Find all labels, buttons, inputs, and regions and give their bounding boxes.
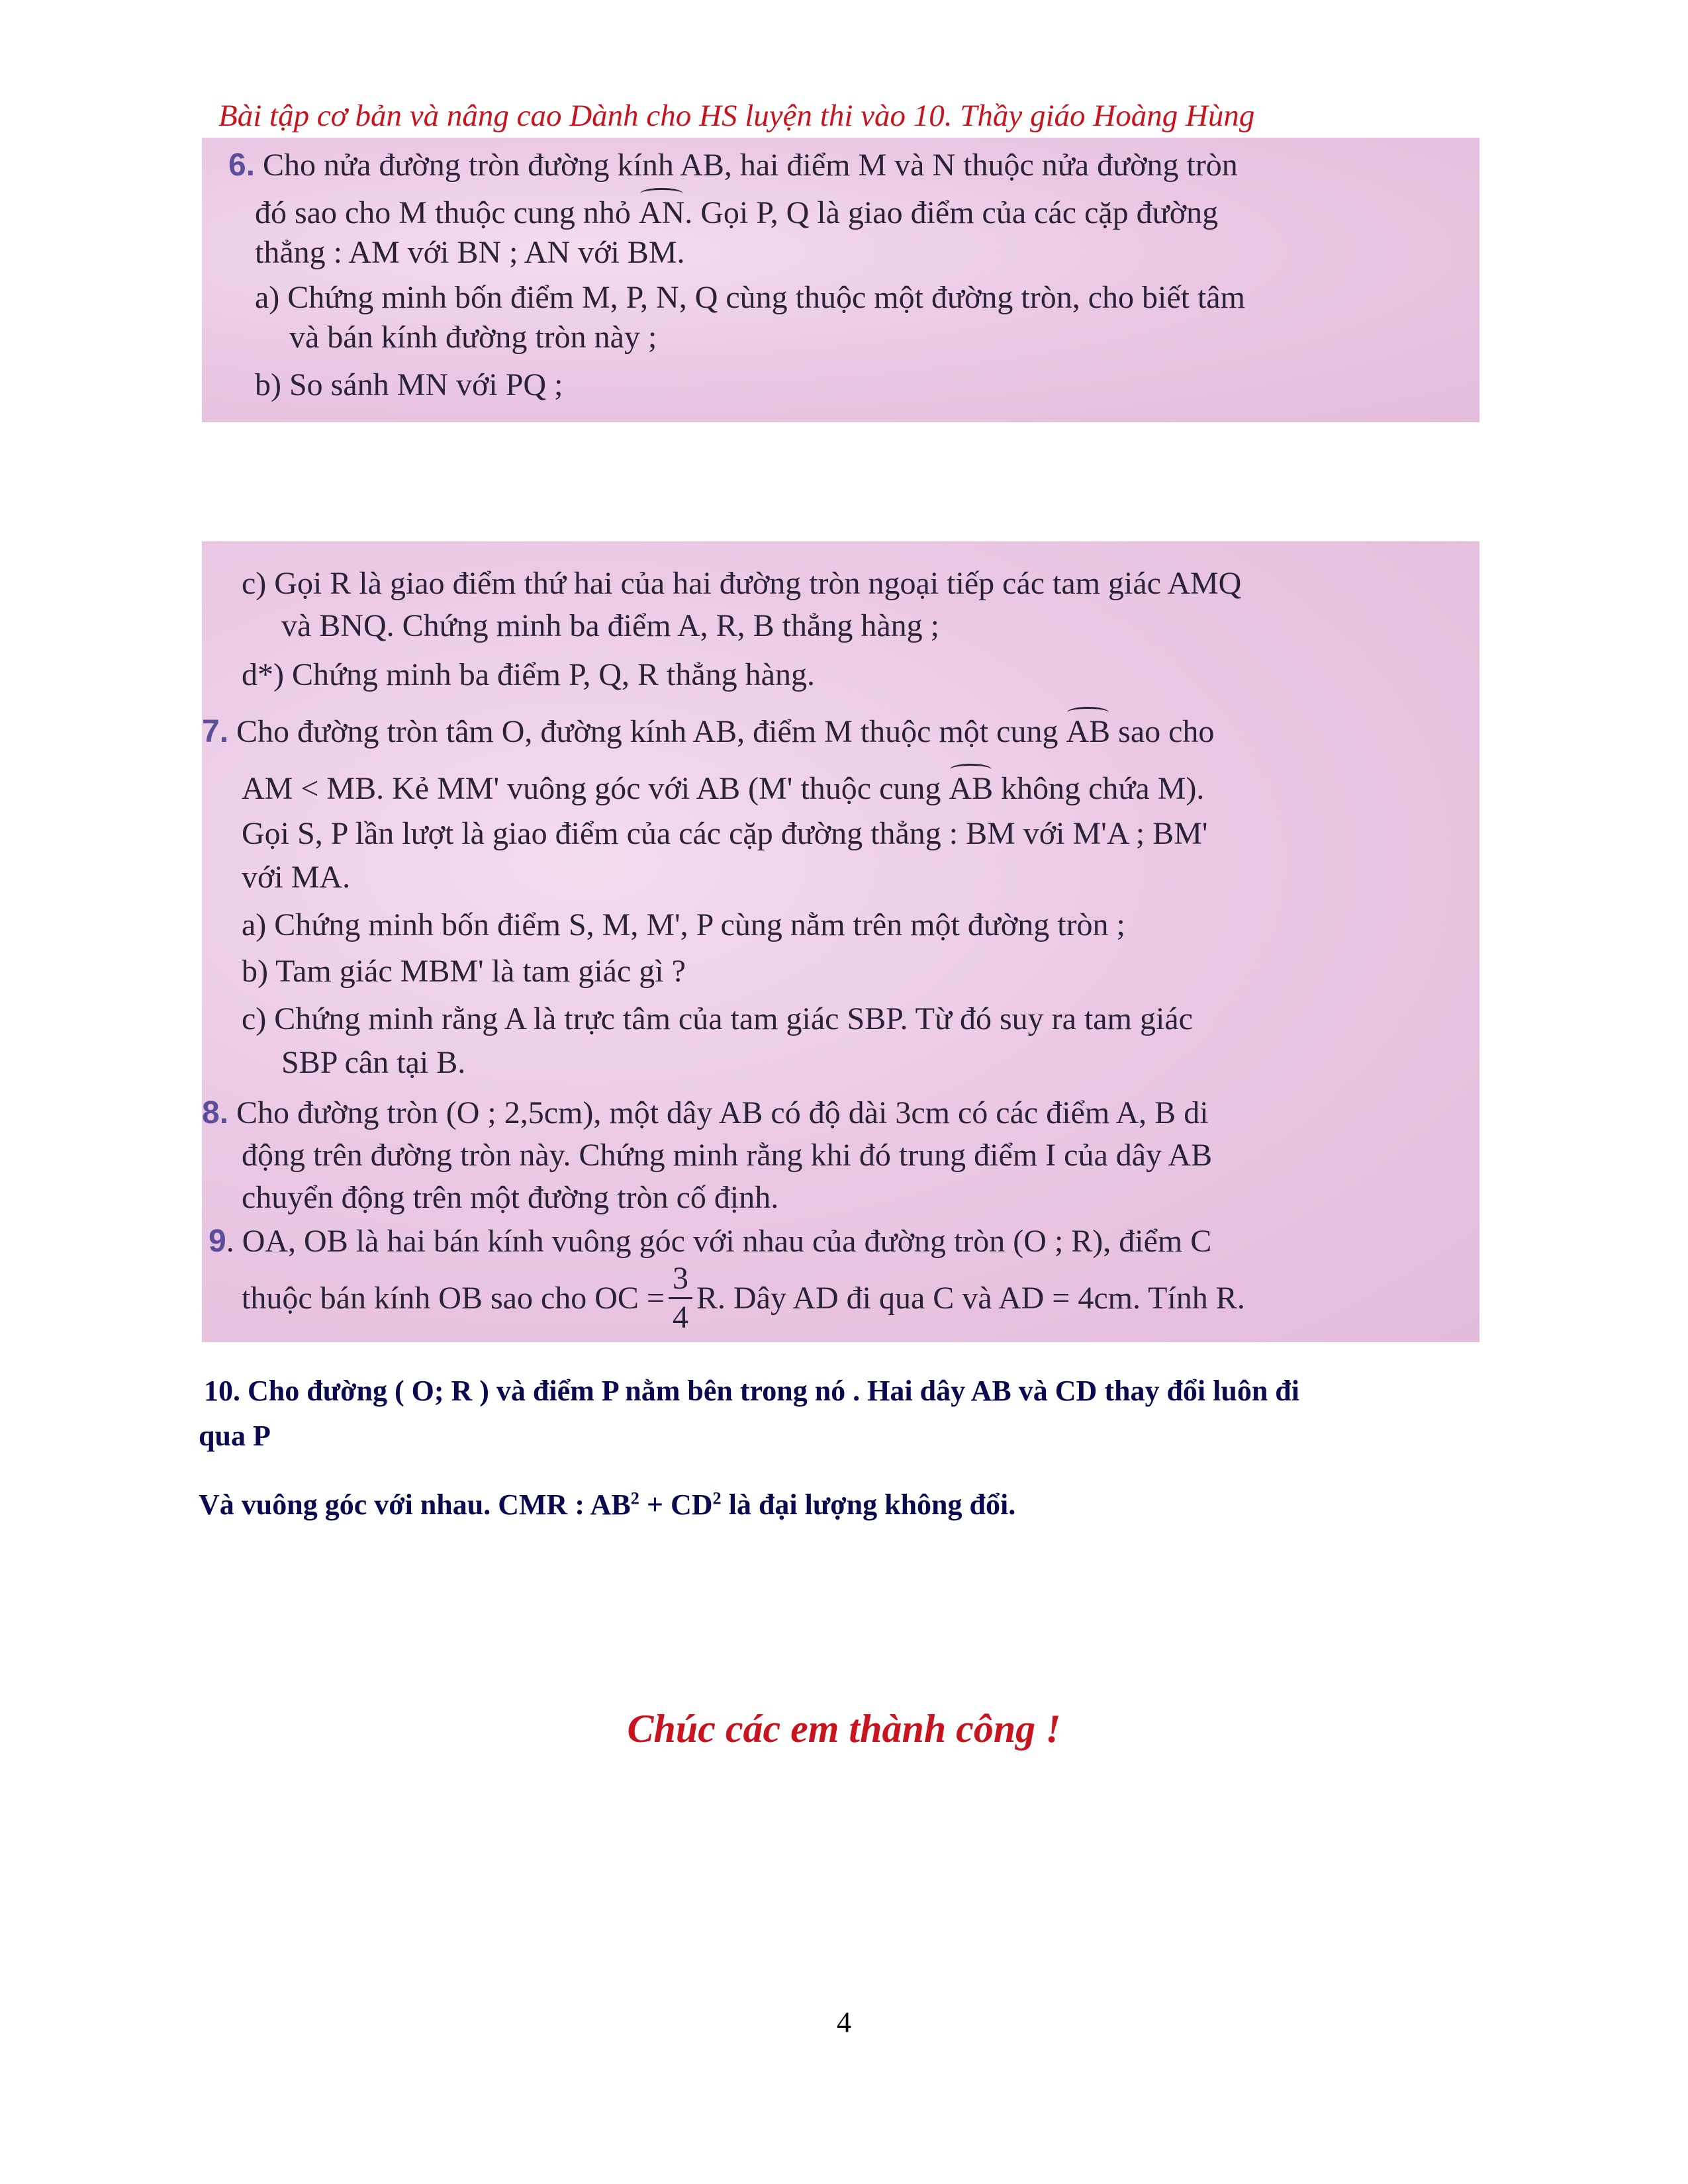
problem-6-line-2: đó sao cho M thuộc cung nhỏ AN. Gọi P, Q là giao điểm của các cặp đường	[255, 195, 1219, 230]
superscript-2: 2	[630, 1488, 639, 1508]
problem-6-part-c-line-1: c) Gọi R là giao điểm thứ hai của hai đường tròn ngoại tiếp các tam giác AMQ	[242, 566, 1242, 601]
problem-7-part-c-line-2: SBP cân tại B.	[281, 1045, 466, 1080]
problem-7-number: 7.	[202, 714, 229, 749]
problem-7-part-b: b) Tam giác MBM' là tam giác gì ?	[242, 954, 686, 989]
problem-10-line-2: qua P	[199, 1420, 271, 1452]
problem-6-part-b: b) So sánh MN với PQ ;	[255, 367, 563, 402]
fraction-three-quarters: $\frac{3}{4}$	[669, 1263, 692, 1334]
problem-9-line-1: 9. OA, OB là hai bán kính vuông góc với nhau của đường tròn (O ; R), điểm C	[209, 1224, 1212, 1259]
problem-7-line-3: Gọi S, P lần lượt là giao điểm của các cặp đường thẳng : BM với M'A ; BM'	[242, 816, 1208, 851]
problem-6-line-1: 6. Cho nửa đường tròn đường kính AB, hai điểm M và N thuộc nửa đường tròn	[228, 148, 1238, 183]
superscript-2-b: 2	[712, 1488, 722, 1508]
problem-8-number: 8.	[202, 1095, 229, 1130]
problem-9-number: 9	[209, 1224, 226, 1259]
problem-6-part-a-line-2: và bán kính đường tròn này ;	[289, 320, 657, 355]
arc-ab-2: AB	[949, 771, 994, 806]
problem-6-number: 6.	[228, 148, 256, 183]
page-number: 4	[837, 2006, 851, 2038]
arc-an: AN	[638, 195, 685, 230]
problem-7-line-1: 7. Cho đường tròn tâm O, đường kính AB, điểm M thuộc một cung AB sao cho	[202, 714, 1215, 749]
arc-ab: AB	[1066, 714, 1111, 749]
problem-7-line-2: AM < MB. Kẻ MM' vuông góc với AB (M' thuộc cung AB không chứa M).	[242, 771, 1205, 806]
problem-10-line-1: 10. Cho đường ( O; R ) và điểm P nằm bên trong nó . Hai dây AB và CD thay đổi luôn đi	[204, 1375, 1300, 1407]
closing-message: Chúc các em thành công !	[627, 1707, 1061, 1751]
problem-7-part-a: a) Chứng minh bốn điểm S, M, M', P cùng nằm trên một đường tròn ;	[242, 907, 1125, 942]
problem-7-part-c-line-1: c) Chứng minh rằng A là trực tâm của tam giác SBP. Từ đó suy ra tam giác	[242, 1001, 1193, 1036]
problem-8-line-2: động trên đường tròn này. Chứng minh rằng khi đó trung điểm I của dây AB	[242, 1138, 1213, 1173]
problem-9-line-2: thuộc bán kính OB sao cho OC = $\frac{3}{4}$ R. Dây AD đi qua C và AD = 4cm. Tính R.	[242, 1261, 1245, 1335]
problem-6-part-c-line-2: và BNQ. Chứng minh ba điểm A, R, B thẳng hàng ;	[281, 608, 939, 643]
problem-6-line-3: thẳng : AM với BN ; AN với BM.	[255, 235, 685, 270]
scanned-problems-7-9	[202, 541, 1479, 1342]
problem-10-line-3: Và vuông góc với nhau. CMR : $AB^2 + CD^2$ là đại lượng không đổi.	[199, 1488, 1016, 1521]
page-header: Bài tập cơ bản và nâng cao Dành cho HS luyện thi vào 10. Thầy giáo Hoàng Hùng	[218, 99, 1255, 133]
scanned-problem-6	[202, 138, 1479, 422]
problem-6-part-d: d*) Chứng minh ba điểm P, Q, R thẳng hàng.	[242, 657, 815, 692]
problem-8-line-3: chuyển động trên một đường tròn cố định.	[242, 1180, 779, 1215]
problem-6-part-a-line-1: a) Chứng minh bốn điểm M, P, N, Q cùng thuộc một đường tròn, cho biết tâm	[255, 280, 1245, 315]
problem-8-line-1: 8. Cho đường tròn (O ; 2,5cm), một dây AB có độ dài 3cm có các điểm A, B di	[202, 1095, 1209, 1130]
problem-7-line-4: với MA.	[242, 860, 351, 895]
